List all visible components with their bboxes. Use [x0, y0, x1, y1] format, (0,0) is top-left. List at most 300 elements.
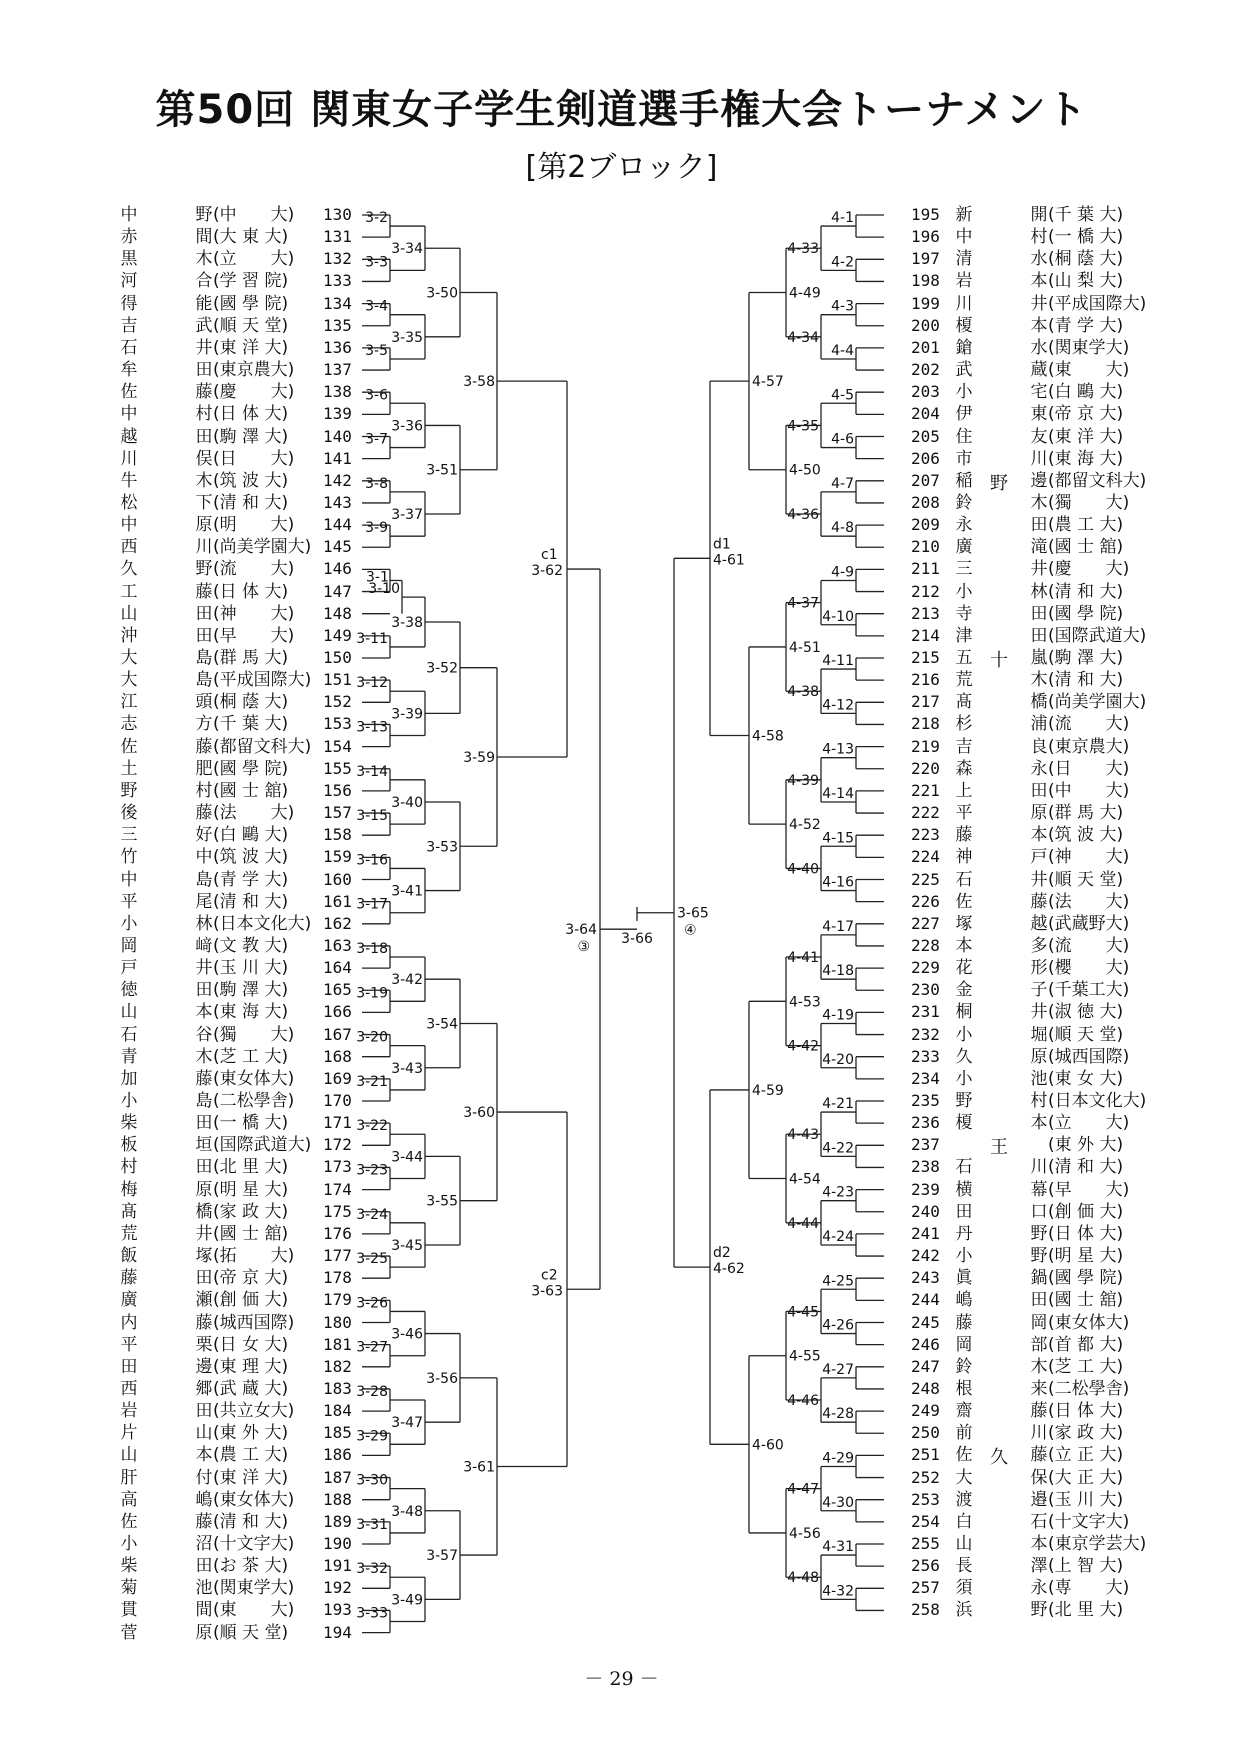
- match-number: 3-48: [391, 1503, 423, 1520]
- player-family-name: 市: [955, 448, 973, 469]
- player-family-name: 中: [120, 869, 138, 890]
- player-number: 138: [323, 382, 352, 402]
- player-number: 174: [323, 1179, 352, 1199]
- player-given-name: 藤: [195, 736, 213, 757]
- player-family-name: 前: [955, 1423, 973, 1444]
- match-number: 3-38: [391, 615, 423, 632]
- match-number: 4-44: [787, 1215, 819, 1232]
- match-number: 3-61: [463, 1459, 495, 1476]
- player-given-name: 嵐: [1030, 648, 1048, 668]
- player-family-name: 佐: [120, 1511, 138, 1532]
- player-given-name: 本: [195, 1445, 213, 1466]
- player-school: (大 東 大): [213, 227, 289, 248]
- player-family-name: 大: [120, 648, 138, 668]
- player-school: (十文字大): [1048, 1511, 1130, 1532]
- player-number: 185: [323, 1423, 352, 1443]
- player-school: (北 里 大): [1048, 1600, 1124, 1621]
- player-number: 182: [323, 1356, 352, 1376]
- player-school: (関東学大): [213, 1578, 295, 1599]
- player-given-name: 滝: [1030, 537, 1048, 558]
- player-school: (立 大): [213, 249, 295, 270]
- player-family-name: 岩: [955, 271, 973, 292]
- player-school: (流 大): [1048, 714, 1130, 735]
- player-given-name: 田: [195, 1401, 213, 1422]
- match-number: 4-19: [822, 1007, 854, 1024]
- player-number: 208: [911, 492, 940, 512]
- player-given-name: 本: [1030, 825, 1048, 846]
- player-given-name: 木: [1030, 1356, 1048, 1377]
- match-number: 4-32: [822, 1583, 854, 1600]
- player-number: 148: [323, 603, 352, 623]
- player-given-name: 郷: [195, 1378, 213, 1399]
- player-number: 225: [911, 869, 940, 889]
- player-school: (千 葉 大): [1048, 205, 1124, 225]
- player-number: 142: [323, 470, 352, 490]
- player-given-name: 野: [1030, 1223, 1048, 1244]
- player-given-name: 井: [1030, 869, 1048, 890]
- match-number: 4-11: [822, 653, 854, 670]
- player-given-name: 川: [1030, 1423, 1048, 1444]
- player-number: 130: [323, 205, 352, 224]
- player-given-name: 川: [195, 537, 213, 558]
- player-number: 214: [911, 625, 940, 645]
- player-school: (日 体 大): [213, 581, 289, 602]
- player-school: (帝 京 大): [213, 1268, 289, 1289]
- player-number: 209: [911, 515, 940, 535]
- player-family-name: 平: [120, 891, 138, 912]
- player-given-name: 池: [1030, 1068, 1048, 1089]
- match-number: 4-39: [787, 772, 819, 789]
- player-given-name: 木: [195, 249, 213, 270]
- player-school: (芝 工 大): [213, 1046, 289, 1067]
- player-number: 223: [911, 825, 940, 845]
- player-given-name: 田: [195, 426, 213, 447]
- player-school: (立 大): [1048, 1113, 1130, 1134]
- player-school: (清 和 大): [213, 891, 289, 912]
- match-number: 3-57: [426, 1548, 458, 1565]
- player-school: (国際武道大): [213, 1135, 312, 1156]
- player-family-name: 眞: [955, 1268, 973, 1289]
- player-given-name: 村: [1030, 1091, 1048, 1111]
- match-number: 4-54: [789, 1171, 821, 1188]
- player-family-name: 榎: [955, 315, 973, 336]
- player-family-name: 西: [120, 537, 138, 558]
- match-number: 4-1: [831, 210, 854, 227]
- pool-tag: c2: [541, 1267, 558, 1284]
- player-school: (東 海 大): [1048, 448, 1124, 469]
- player-school: (上 智 大): [1048, 1556, 1124, 1577]
- player-school: (東 外 大): [1048, 1135, 1124, 1156]
- player-family-name: 藤: [120, 1268, 138, 1289]
- page-number: － 29 －: [584, 1668, 659, 1690]
- player-school: (玉 川 大): [213, 958, 289, 979]
- match-number: 4-52: [789, 817, 821, 834]
- match-number: 4-60: [752, 1437, 784, 1454]
- player-family-name: 佐: [955, 891, 973, 912]
- player-family-name: 杉: [955, 714, 973, 735]
- player-school: (学 習 院): [213, 271, 289, 292]
- player-given-name: 石: [1030, 1511, 1048, 1532]
- player-given-name: 田: [1030, 515, 1048, 536]
- player-school: (流 大): [213, 559, 295, 580]
- match-number: 4-22: [822, 1140, 854, 1157]
- player-number: 235: [911, 1091, 940, 1110]
- player-number: 241: [911, 1223, 940, 1243]
- player-number: 206: [911, 448, 940, 468]
- player-family-name: 徳: [120, 980, 138, 1001]
- match-number: 4-43: [787, 1127, 819, 1144]
- player-school: (千葉工大): [1048, 980, 1130, 1001]
- match-number: 4-35: [787, 418, 819, 435]
- player-family-name: 野: [120, 780, 138, 801]
- player-school: (神 大): [213, 603, 295, 624]
- player-number: 146: [323, 559, 352, 579]
- player-family-name: 石: [120, 1024, 138, 1045]
- player-school: (城西国際): [1048, 1046, 1130, 1067]
- player-school: (日 大): [1048, 758, 1130, 779]
- match-number: 3-54: [426, 1016, 458, 1033]
- player-number: 180: [323, 1312, 352, 1332]
- player-number: 195: [911, 205, 940, 224]
- player-school: (東 理 大): [213, 1356, 289, 1377]
- player-family-name: 武: [955, 360, 973, 381]
- player-given-name: 友: [1030, 426, 1048, 447]
- match-number: 3-50: [426, 285, 458, 302]
- player-given-name: 藤: [1030, 1445, 1048, 1466]
- player-family-name: 本: [955, 935, 973, 956]
- player-given-name: 好: [195, 825, 213, 846]
- player-family-name: 吉: [120, 315, 138, 336]
- player-school: (國 士 舘): [213, 780, 289, 801]
- player-given-name: 本: [1030, 271, 1048, 292]
- player-family-name: 久: [955, 1046, 973, 1067]
- player-given-name: 橋: [195, 1201, 213, 1222]
- match-number: 4-62: [713, 1261, 745, 1278]
- player-family-name: 山: [120, 1445, 138, 1466]
- player-family-name: 中: [120, 404, 138, 425]
- player-given-name: 本: [195, 1002, 213, 1023]
- player-family-name: 久: [120, 559, 138, 580]
- player-school: (駒 澤 大): [213, 426, 289, 447]
- player-number: 193: [323, 1600, 352, 1620]
- player-family-name: 根: [955, 1378, 973, 1399]
- final-match-number: 3-66: [621, 930, 653, 947]
- player-given-name: 田: [195, 625, 213, 646]
- player-number: 218: [911, 714, 940, 734]
- player-given-name: 俣: [195, 448, 213, 469]
- player-family-name: 小: [955, 382, 973, 403]
- player-given-name: 宅: [1030, 382, 1048, 403]
- player-number: 157: [323, 803, 352, 823]
- player-family-name: 五: [955, 648, 973, 668]
- match-number: 4-51: [789, 639, 821, 656]
- player-number: 147: [323, 581, 352, 601]
- player-given-name: 間: [195, 227, 213, 248]
- player-given-name: 池: [195, 1578, 213, 1599]
- player-school: (東 洋 大): [213, 1467, 289, 1488]
- player-family-name: 廣: [955, 537, 973, 558]
- player-number: 201: [911, 337, 940, 357]
- player-school: (桐 蔭 大): [1048, 249, 1124, 270]
- player-school: (平成国際大): [1048, 293, 1147, 314]
- player-given-name: 能: [195, 293, 213, 314]
- player-family-name: 小: [955, 1246, 973, 1267]
- match-number: 3-51: [426, 462, 458, 479]
- match-number: 4-55: [789, 1348, 821, 1365]
- player-number: 165: [323, 980, 352, 1000]
- player-school: (創 価 大): [1048, 1201, 1124, 1222]
- player-given-name: 水: [1030, 249, 1048, 270]
- player-school: (尚美学園大): [213, 537, 312, 558]
- player-family-name: 伊: [955, 404, 973, 425]
- player-number: 189: [323, 1511, 352, 1531]
- match-number: 4-9: [831, 564, 854, 581]
- player-family-name: 越: [120, 426, 138, 447]
- player-family-name: 長: [955, 1556, 973, 1577]
- player-school: (順 天 堂): [213, 315, 289, 336]
- player-family-name: 花: [955, 958, 973, 979]
- match-number: 3-65: [677, 905, 709, 922]
- player-family-name: 黒: [120, 249, 138, 270]
- match-number: 3-15: [356, 808, 388, 825]
- match-number: 4-6: [831, 431, 854, 448]
- player-family-name: 小: [120, 1091, 138, 1111]
- match-number: 3-28: [356, 1384, 388, 1401]
- player-given-name: 川: [1030, 448, 1048, 469]
- player-number: 139: [323, 404, 352, 424]
- player-family-name: 菅: [120, 1622, 138, 1643]
- match-number: 3-2: [365, 210, 388, 227]
- player-number: 210: [911, 537, 940, 557]
- match-number: 4-18: [822, 963, 854, 980]
- player-given-name: 藤: [195, 581, 213, 602]
- player-given-name: 中: [195, 847, 213, 868]
- player-school: (都留文科大): [1048, 470, 1147, 491]
- player-given-name: 井: [195, 337, 213, 358]
- match-number: 4-46: [787, 1393, 819, 1410]
- player-family-name: 森: [955, 758, 973, 779]
- match-number: 4-16: [822, 874, 854, 891]
- player-given-name: 栗: [195, 1334, 213, 1355]
- match-number: 3-58: [463, 374, 495, 391]
- player-school: (東 大): [213, 1600, 295, 1621]
- match-number: 3-22: [356, 1118, 388, 1135]
- player-given-name: 垣: [195, 1135, 213, 1156]
- player-number: 167: [323, 1024, 352, 1044]
- match-number: 4-53: [789, 994, 821, 1011]
- match-number: 3-56: [426, 1370, 458, 1387]
- player-number: 168: [323, 1046, 352, 1066]
- player-family-name: 永: [955, 515, 973, 536]
- match-number: 3-24: [356, 1206, 388, 1223]
- player-school: (家 政 大): [213, 1201, 289, 1222]
- player-family-name: 戸: [120, 958, 138, 979]
- player-school: (早 大): [1048, 1179, 1130, 1200]
- player-number: 145: [323, 537, 352, 557]
- player-number: 191: [323, 1556, 352, 1576]
- player-number: 194: [323, 1622, 352, 1642]
- player-school: (駒 澤 大): [213, 980, 289, 1001]
- match-number: 4-42: [787, 1038, 819, 1055]
- player-number: 224: [911, 847, 940, 867]
- player-school: (一 橋 大): [213, 1113, 289, 1134]
- player-family-name: 小: [955, 1068, 973, 1089]
- match-number: 4-37: [787, 595, 819, 612]
- player-school: (文 教 大): [213, 935, 289, 956]
- player-given-name: 井: [1030, 559, 1048, 580]
- match-number: 3-40: [391, 794, 423, 811]
- player-given-name: 本: [1030, 1113, 1048, 1134]
- player-family-name: 沖: [120, 625, 138, 646]
- player-given-name: 田: [195, 1556, 213, 1577]
- player-school: (獨 大): [1048, 492, 1130, 513]
- player-school: (大 正 大): [1048, 1467, 1124, 1488]
- player-given-name: 下: [195, 492, 213, 513]
- match-number: 4-36: [787, 507, 819, 524]
- player-number: 236: [911, 1113, 940, 1133]
- page-title: 第50回 関東女子学生剣道選手権大会トーナメント: [155, 87, 1088, 133]
- player-family-name: 野: [955, 1091, 973, 1111]
- player-given-name: 保: [1030, 1467, 1048, 1488]
- match-number: 4-10: [822, 608, 854, 625]
- player-given-name: 嶋: [195, 1489, 213, 1510]
- match-number: 3-14: [356, 763, 388, 780]
- player-given-name: 藤: [195, 1068, 213, 1089]
- player-family-name: 牛: [120, 470, 138, 491]
- player-family-name: 榎: [955, 1113, 973, 1134]
- player-family-name: 田: [955, 1201, 973, 1222]
- player-number: 172: [323, 1135, 352, 1155]
- player-family-name: 金: [955, 980, 973, 1001]
- player-given-name: 来: [1030, 1378, 1048, 1399]
- player-school: (武蔵野大): [1048, 913, 1130, 934]
- match-number: 3-44: [391, 1149, 423, 1166]
- player-school: (専 大): [1048, 1578, 1130, 1599]
- player-school: (十文字大): [213, 1534, 295, 1554]
- match-number: 3-20: [356, 1029, 388, 1046]
- player-family-name: 板: [120, 1135, 138, 1156]
- player-family-name: 小: [955, 1024, 973, 1045]
- player-number: 229: [911, 958, 940, 978]
- player-number: 131: [323, 227, 352, 247]
- player-school: (芝 工 大): [1048, 1356, 1124, 1377]
- player-number: 255: [911, 1534, 940, 1553]
- player-given-name: 野: [195, 559, 213, 580]
- player-given-name: 東: [1030, 404, 1048, 425]
- player-given-name: 木: [1030, 670, 1048, 691]
- player-given-name: 藤: [195, 1312, 213, 1333]
- match-number: 4-41: [787, 950, 819, 967]
- match-number: 4-14: [822, 785, 854, 802]
- match-number: 3-35: [391, 329, 423, 346]
- player-school: (武 蔵 大): [213, 1378, 289, 1399]
- match-number: 4-20: [822, 1051, 854, 1068]
- player-family-name: 渡: [955, 1489, 973, 1510]
- match-number: 3-39: [391, 706, 423, 723]
- player-number: 173: [323, 1157, 352, 1177]
- match-number: 3-59: [463, 749, 495, 766]
- player-family-name: 白: [955, 1511, 973, 1532]
- player-school: (櫻 大): [1048, 958, 1130, 979]
- player-number: 256: [911, 1556, 940, 1576]
- player-family-name: 塚: [955, 913, 973, 934]
- player-given-name: 林: [1030, 581, 1048, 602]
- player-number: 143: [323, 492, 352, 512]
- player-family-name: 山: [120, 1002, 138, 1023]
- player-school: (桐 蔭 大): [213, 692, 289, 713]
- player-family-name: 石: [955, 869, 973, 890]
- player-given-name: 子: [1030, 980, 1048, 1001]
- player-school: (玉 川 大): [1048, 1489, 1124, 1510]
- player-given-name: 井: [1030, 1002, 1048, 1023]
- player-family-name: 後: [120, 803, 138, 824]
- player-school: (筑 波 大): [213, 470, 289, 491]
- player-number: 186: [323, 1445, 352, 1465]
- match-number: 4-33: [787, 241, 819, 258]
- player-number: 221: [911, 780, 940, 800]
- player-given-name: 邊: [1030, 470, 1048, 491]
- player-number: 140: [323, 426, 352, 446]
- name-spacer-char: 王: [990, 1137, 1008, 1159]
- player-given-name: 原: [1030, 803, 1048, 824]
- player-family-name: 肝: [120, 1467, 138, 1488]
- player-family-name: 齋: [955, 1401, 973, 1422]
- player-number: 162: [323, 913, 352, 933]
- player-given-name: 方: [195, 714, 213, 735]
- match-number: 3-45: [391, 1237, 423, 1254]
- match-number: 4-30: [822, 1494, 854, 1511]
- match-number: 3-4: [365, 298, 388, 315]
- player-number: 227: [911, 913, 940, 933]
- player-given-name: 田: [1030, 625, 1048, 646]
- match-number: 4-2: [831, 254, 854, 271]
- player-school: (中 大): [1048, 780, 1130, 801]
- player-number: 222: [911, 803, 940, 823]
- player-number: 254: [911, 1511, 940, 1531]
- player-number: 177: [323, 1246, 352, 1266]
- match-number: 3-9: [365, 520, 388, 537]
- player-school: (清 和 大): [1048, 581, 1124, 602]
- player-given-name: 島: [195, 1091, 213, 1111]
- player-school: (淑 徳 大): [1048, 1002, 1124, 1023]
- match-number: 4-29: [822, 1450, 854, 1467]
- player-number: 164: [323, 958, 352, 978]
- player-family-name: 赤: [120, 227, 138, 248]
- player-number: 141: [323, 448, 352, 468]
- player-school: (國 士 舘): [1048, 537, 1124, 558]
- player-number: 253: [911, 1489, 940, 1509]
- player-school: (日 体 大): [1048, 1223, 1124, 1244]
- player-school: (筑 波 大): [213, 847, 289, 868]
- player-school: (清 和 大): [1048, 670, 1124, 691]
- player-given-name: 藤: [195, 1511, 213, 1532]
- player-school: (國 學 院): [1048, 1268, 1124, 1289]
- match-number: 3-29: [356, 1428, 388, 1445]
- match-number: 3-10: [368, 581, 400, 598]
- player-school: (日 体 大): [213, 404, 289, 425]
- player-school: (日 大): [213, 448, 295, 469]
- player-given-name: 鍋: [1030, 1268, 1048, 1289]
- player-family-name: 嶋: [955, 1290, 973, 1311]
- player-given-name: 岡: [1030, 1312, 1048, 1333]
- player-number: 154: [323, 736, 352, 756]
- player-school: (白 鷗 大): [1048, 382, 1124, 403]
- player-school: (農 工 大): [213, 1445, 289, 1466]
- match-number: 3-25: [356, 1251, 388, 1268]
- player-number: 216: [911, 670, 940, 690]
- player-school: (獨 大): [213, 1024, 295, 1045]
- player-school: (農 工 大): [1048, 515, 1124, 536]
